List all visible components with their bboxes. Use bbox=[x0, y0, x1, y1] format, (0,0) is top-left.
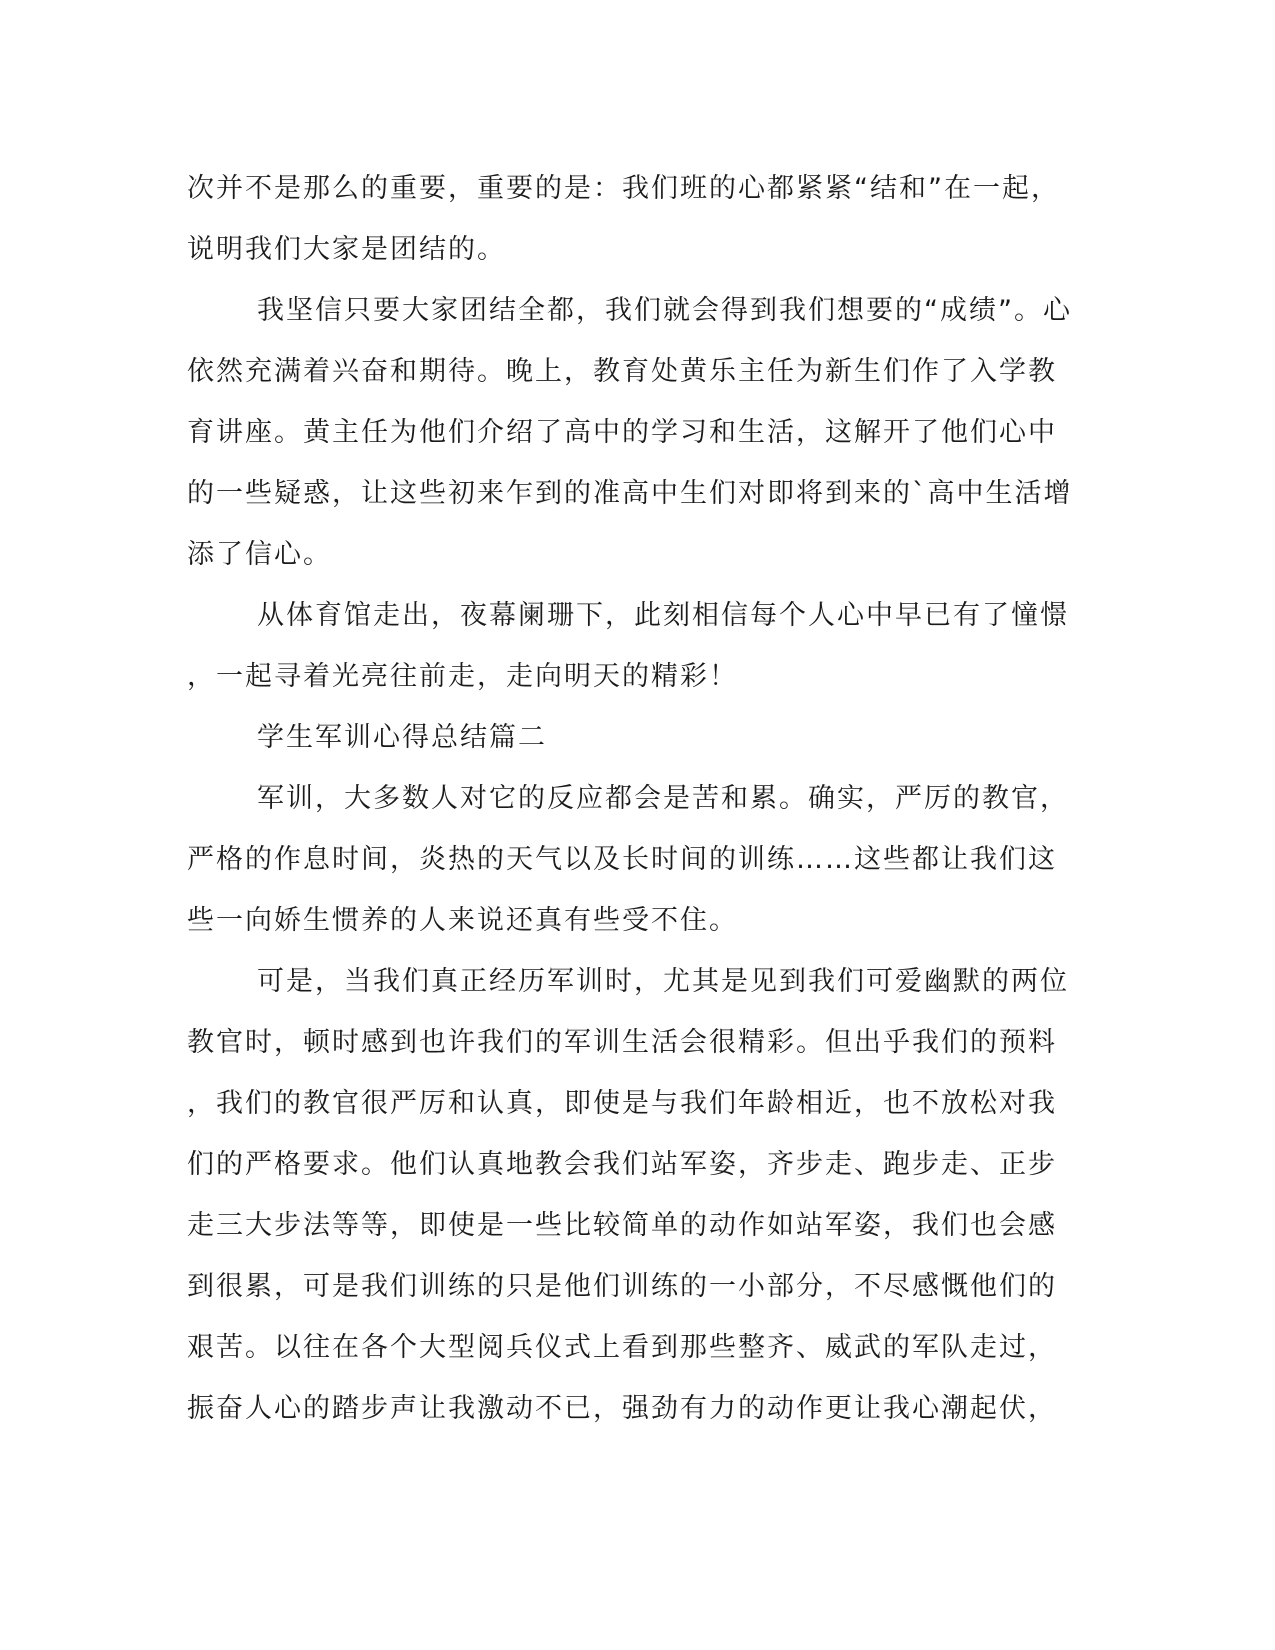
text-line-7: 添了信心。 bbox=[187, 539, 332, 570]
text-line-21: 振奋人心的踏步声让我激动不已，强劲有力的动作更让我心潮起伏， bbox=[187, 1393, 1057, 1424]
text-line-19: 到很累，可是我们训练的只是他们训练的一小部分，不尽感慨他们的 bbox=[187, 1271, 1057, 1302]
text-line-2: 说明我们大家是团结的。 bbox=[187, 234, 506, 265]
text-line-14: 可是，当我们真正经历军训时，尤其是见到我们可爱幽默的两位 bbox=[257, 966, 1069, 997]
text-line-13: 些一向娇生惯养的人来说还真有些受不住。 bbox=[187, 905, 738, 936]
text-line-20: 艰苦。以往在各个大型阅兵仪式上看到那些整齐、威武的军队走过， bbox=[187, 1332, 1057, 1363]
text-line-12: 严格的作息时间，炎热的天气以及长时间的训练……这些都让我们这 bbox=[187, 844, 1057, 875]
text-line-11: 军训，大多数人对它的反应都会是苦和累。确实，严厉的教官， bbox=[257, 783, 1069, 814]
text-line-6: 的一些疑惑，让这些初来乍到的准高中生们对即将到来的`高中生活增 bbox=[187, 478, 1073, 509]
section-heading: 学生军训心得总结篇二 bbox=[257, 722, 547, 753]
text-line-8: 从体育馆走出，夜幕阑珊下，此刻相信每个人心中早已有了憧憬 bbox=[257, 600, 1069, 631]
text-line-18: 走三大步法等等，即使是一些比较简单的动作如站军姿，我们也会感 bbox=[187, 1210, 1057, 1241]
text-line-4: 依然充满着兴奋和期待。晚上，教育处黄乐主任为新生们作了入学教 bbox=[187, 356, 1057, 387]
text-line-16: ，我们的教官很严厉和认真，即使是与我们年龄相近，也不放松对我 bbox=[187, 1088, 1057, 1119]
text-line-9: ，一起寻着光亮往前走，走向明天的精彩！ bbox=[187, 661, 738, 692]
text-line-3: 我坚信只要大家团结全都，我们就会得到我们想要的“成绩”。心 bbox=[257, 295, 1072, 326]
text-line-5: 育讲座。黄主任为他们介绍了高中的学习和生活，这解开了他们心中 bbox=[187, 417, 1057, 448]
text-line-15: 教官时，顿时感到也许我们的军训生活会很精彩。但出乎我们的预料 bbox=[187, 1027, 1057, 1058]
text-line-17: 们的严格要求。他们认真地教会我们站军姿，齐步走、跑步走、正步 bbox=[187, 1149, 1057, 1180]
document-body bbox=[187, 158, 1073, 1439]
text-line-1: 次并不是那么的重要，重要的是：我们班的心都紧紧“结和”在一起， bbox=[187, 173, 1060, 204]
